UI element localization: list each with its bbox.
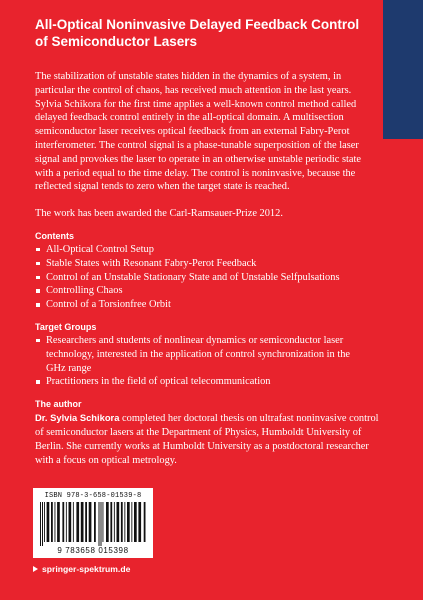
barcode-bar	[47, 502, 50, 542]
abstract-line: with a period equal to the time delay. The control is noninvasive, because the	[35, 167, 356, 179]
author-bio	[35, 411, 379, 467]
barcode-bar	[117, 502, 120, 542]
title-line-2: of Semiconductor Lasers	[35, 34, 198, 49]
author-line: Berlin. She currently works at Humboldt University as a postdoctoral researcher	[35, 440, 369, 452]
barcode-bar	[101, 502, 102, 546]
abstract-line: The stabilization of unstable states hidden in the dynamics of a system, in	[35, 71, 342, 82]
award-text: The work has been awarded the Carl-Ramsauer-Prize 2012.	[35, 208, 283, 220]
isbn-digits: 9 783658 015398	[57, 546, 129, 555]
title-line-1: All-Optical Noninvasive Delayed Feedback Control	[35, 17, 360, 32]
barcode-bar	[121, 502, 123, 542]
abstract-line: interferometer. The control signal is a phase-tunable superposition of the laser	[35, 139, 359, 151]
author-heading: The author	[35, 399, 82, 410]
list-item	[35, 284, 371, 298]
author-line	[35, 411, 379, 426]
isbn-barcode	[33, 488, 153, 558]
abstract-line: particular the control of chaos, has received much attention in the last years.	[35, 84, 352, 96]
barcode-bar	[134, 502, 137, 542]
barcode-bar	[103, 502, 104, 542]
arrow-right-icon	[33, 566, 38, 572]
abstract-line: delayed feedback control entirely in the all-optical domain. A multisection	[35, 112, 344, 124]
barcode-bar	[106, 502, 109, 542]
list-item-text: Controlling Chaos	[46, 285, 123, 297]
contents-list	[35, 243, 371, 312]
author-line-rest: completed her doctoral thesis on ultrafast noninvasive control	[119, 413, 379, 425]
barcode-bar	[124, 502, 125, 542]
barcode-bar	[57, 502, 60, 542]
page-title	[35, 16, 365, 50]
list-item	[35, 271, 371, 285]
barcode-bar	[66, 502, 67, 542]
list-item	[35, 334, 371, 375]
list-item-line: Practitioners in the field of optical telecommunication	[46, 376, 271, 388]
target-groups-list	[35, 334, 371, 389]
abstract-line: reflected signal tends to zero when the target state is reached.	[35, 181, 290, 193]
abstract-line: semiconductor laser receives optical feedback from an external Fabry-Perot	[35, 126, 350, 138]
list-item-line: Researchers and students of nonlinear dynamics or semiconductor laser	[46, 334, 344, 346]
barcode-bar	[138, 502, 141, 542]
barcode-icon	[39, 502, 147, 546]
barcode-bar	[127, 502, 130, 542]
barcode-bar	[40, 502, 41, 546]
author-line: with a focus on optical metrology.	[35, 454, 177, 466]
cover-text	[35, 70, 379, 467]
barcode-bar	[81, 502, 84, 542]
website-link[interactable]	[33, 564, 130, 574]
barcode-bar	[110, 502, 112, 542]
abstract-line: Sylvia Schikora for the first time applies a well-known control method called	[35, 98, 357, 110]
list-item-text: Stable States with Resonant Fabry-Perot Feedback	[46, 257, 257, 269]
barcode-bar	[114, 502, 115, 542]
barcode-bar	[44, 502, 45, 542]
barcode-bar	[131, 502, 132, 542]
list-item-text: Control of an Unstable Stationary State and of Unstable Selfpulsations	[46, 271, 340, 283]
list-item	[35, 375, 371, 389]
barcode-bar	[144, 502, 146, 542]
barcode-bar	[99, 502, 100, 546]
author-name: Dr. Sylvia Schikora	[35, 412, 120, 424]
abstract-paragraph	[35, 70, 371, 194]
list-item	[35, 298, 371, 312]
list-item-text: Control of a Torsionfree Orbit	[46, 299, 171, 311]
barcode-bar	[69, 502, 72, 542]
author-line: of semiconductor lasers at the Department of Physics, Humboldt University of	[35, 426, 362, 438]
list-item	[35, 257, 371, 271]
barcode-bar	[76, 502, 79, 542]
website-label: springer-spektrum.de	[42, 564, 131, 574]
barcode-bar	[94, 502, 96, 542]
abstract-line: signal and provokes the laser to operate in an otherwise unstable periodic state	[35, 153, 362, 165]
blue-band	[383, 0, 423, 139]
isbn-label: ISBN 978-3-658-01539-8	[44, 492, 142, 500]
list-item	[35, 243, 371, 257]
list-item-line: GHz range	[46, 362, 92, 374]
barcode-bar	[42, 502, 43, 546]
barcode-bar	[85, 502, 87, 542]
list-item-text: All-Optical Control Setup	[46, 243, 154, 255]
barcode-bar	[55, 502, 56, 542]
barcode-bar	[62, 502, 64, 542]
barcode-bar	[51, 502, 53, 542]
contents-heading: Contents	[35, 230, 74, 241]
target-groups-heading: Target Groups	[35, 321, 97, 332]
barcode-bar	[89, 502, 92, 542]
list-item-line: technology, interested in the application of control synchronization in the	[46, 348, 351, 360]
barcode-bar	[73, 502, 74, 542]
